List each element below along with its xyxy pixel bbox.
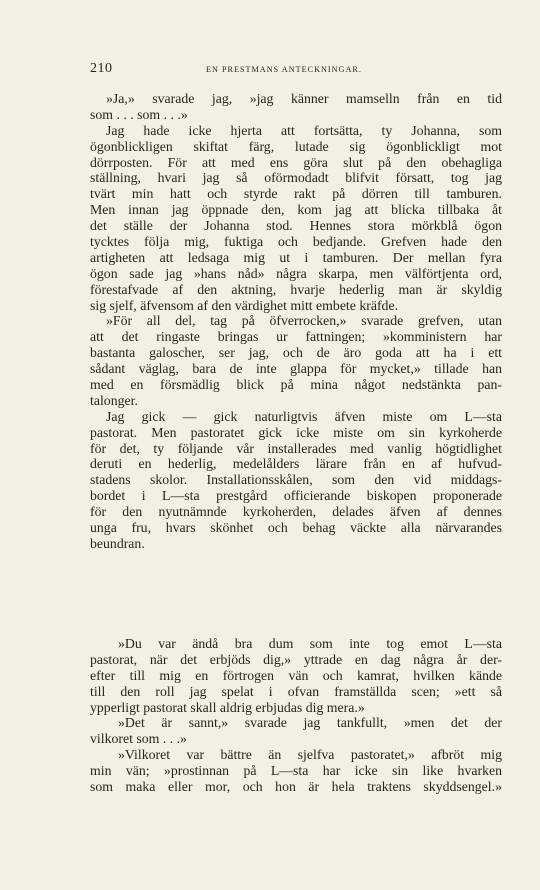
text-line: Men innan jag öppnade den, kom jag att blicka tillbaka åt	[90, 202, 502, 218]
text-block-lower	[90, 636, 502, 795]
text-line: tycktes följa mig, fuktiga och bedjande. Grefven hade den	[90, 234, 502, 250]
page-header	[90, 61, 502, 77]
text-line: sådant väglag, bara de inte glappa för mycket,» tillade han	[90, 361, 502, 377]
text-line: Jag hade icke hjerta att fortsätta, ty Johanna, som	[106, 122, 502, 138]
text-line: ögonblickligen skiftat färg, lutade sig ögonblickligt mot	[90, 138, 502, 154]
text-line: pastorat, när det erbjöds dig,» yttrade en dag några år der-	[90, 651, 502, 667]
text-line: tvärt min hatt och styrde rakt på dörren till tamburen.	[90, 186, 502, 202]
text-line: med en försmädlig blick på mina något nedstänkta pan-	[90, 377, 502, 393]
running-title: EN PRESTMANS ANTECKNINGAR.	[206, 65, 362, 74]
text-line: stadens skolor. Installationsskålen, som den vid middags-	[90, 472, 502, 488]
text-line: artigheten att ledsaga mig ut i tamburen. Der mellan fyra	[90, 249, 502, 265]
text-line: »Vilkoret var bättre än sjelfva pastoratet,» afbröt mig	[118, 747, 502, 763]
text-line: för det, ty följande vår installerades med vanlig högtidlighet	[90, 440, 502, 456]
text-line: »Ja,» svarade jag, »jag känner mamselln från en tid	[106, 91, 502, 106]
text-line: bastanta galoscher, ser jag, och de äro goda att ha i ett	[90, 345, 502, 361]
text-line: vilkoret som . . .»	[90, 731, 187, 747]
text-line: dörrposten. För att med ens göra slut på den obehagliga	[90, 154, 502, 170]
text-line: talonger.	[90, 392, 138, 408]
text-line: pastorat. Men pastoratet gick icke miste om sin kyrkoherde	[90, 424, 502, 440]
text-block-upper	[90, 91, 502, 552]
text-line: min vän; »prostinnan på L—sta har icke sin like hvarken	[90, 763, 502, 779]
text-line: ögon sade jag »hans nåd» några skarpa, men välförtjenta ord,	[90, 265, 502, 281]
text-line: efter till mig en förtrogen vän och kamrat, hvilken kände	[90, 667, 502, 683]
text-line: ypperligt pastorat skall aldrig erbjudas dig mera.»	[90, 699, 365, 715]
text-line: beundran.	[90, 535, 145, 551]
text-line: sig sjelf, äfvensom af den värdighet mitt embete kräfde.	[90, 297, 399, 313]
text-line: deruti en hederlig, medelålders lärare från en af hufvud-	[90, 456, 502, 472]
text-line: till den roll jag spelat i ofvan framställda scen; »ett så	[90, 683, 502, 699]
text-line: »Du var ändå bra dum som inte tog emot L—sta	[118, 636, 502, 651]
page-number: 210	[90, 61, 113, 76]
text-line: förestafvade af den aktning, hvarje hederlig man är skyldig	[90, 281, 502, 297]
text-line: det ställe der Johanna stod. Hennes stora mörkblå ögon	[90, 218, 502, 234]
text-line: unga fru, hvars skönhet och behag väckte alla närvarandes	[90, 520, 502, 536]
text-line: för den nyutnämnde kyrkoherden, delades äfven af dennes	[90, 504, 502, 520]
text-line: som maka eller mor, och hon är hela traktens skyddsengel.»	[90, 779, 502, 795]
text-line: att det ringaste bringas ur fattningen; »komministern har	[90, 329, 502, 345]
text-line: som . . . som . . .»	[90, 106, 188, 122]
text-line: »Det är sannt,» svarade jag tankfullt, »men det der	[118, 715, 502, 731]
text-line: ställning, hvari jag så oförmodadt blifvit försatt, tog jag	[90, 170, 502, 186]
text-line: »För all del, tag på öfverrocken,» svarade grefven, utan	[106, 313, 502, 329]
text-line: Jag gick — gick naturligtvis äfven miste om L—sta	[106, 408, 502, 424]
text-line: bordet i L—sta prestgård officierande biskopen proponerade	[90, 488, 502, 504]
